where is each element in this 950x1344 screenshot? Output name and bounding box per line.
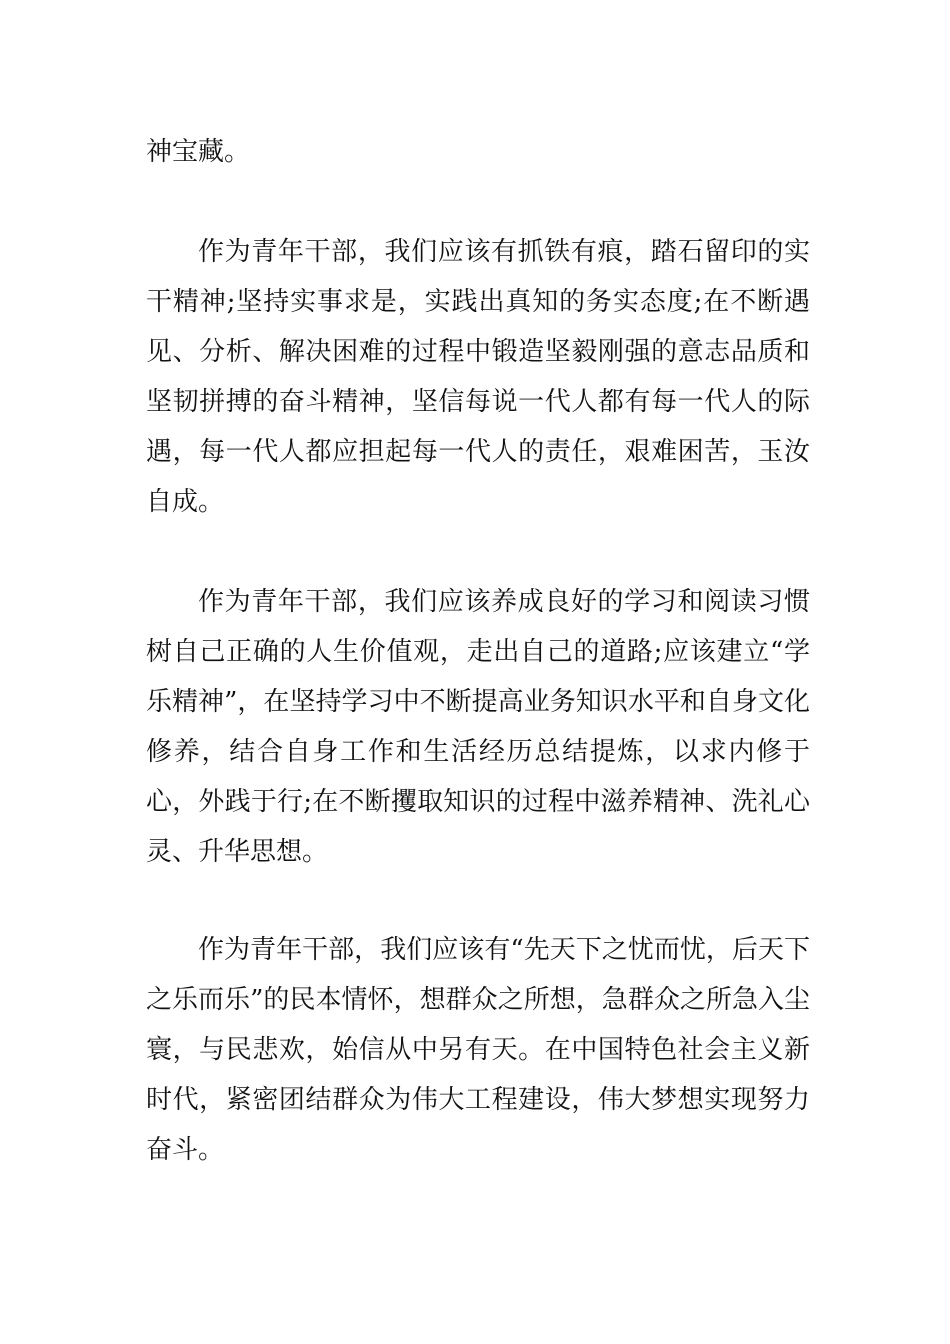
paragraph-people-first: 作为青年干部，我们应该有“先天下之忧而忧，后天下之乐而乐”的民本情怀，想群众之所想，急群众之所急入尘寰，与民悲欢，始信从中另有天。在中国特色社会主义新时代，紧密团结群众为伟大工程建设，伟大梦想实现努力奋斗。 xyxy=(146,935,810,1165)
paragraph-continuation: 神宝藏。 xyxy=(146,137,251,167)
paragraph-practical-spirit: 作为青年干部，我们应该有抓铁有痕，踏石留印的实干精神;坚持实事求是，实践出真知的务实态度;在不断遇见、分析、解决困难的过程中锻造坚毅刚强的意志品质和坚韧拼搏的奋斗精神，坚信每说一代人都有每一代人的际遇，每一代人都应担起每一代人的责任，艰难困苦，玉汝自成。 xyxy=(146,237,810,517)
paragraph-learning-habits: 作为青年干部，我们应该养成良好的学习和阅读习惯树自己正确的人生价值观，走出自己的道路;应该建立“学乐精神”，在坚持学习中不断提高业务知识水平和自身文化修养，结合自身工作和生活经历总结提炼，以求内修于心，外践于行;在不断攫取知识的过程中滋养精神、洗礼心灵、升华思想。 xyxy=(146,587,810,867)
